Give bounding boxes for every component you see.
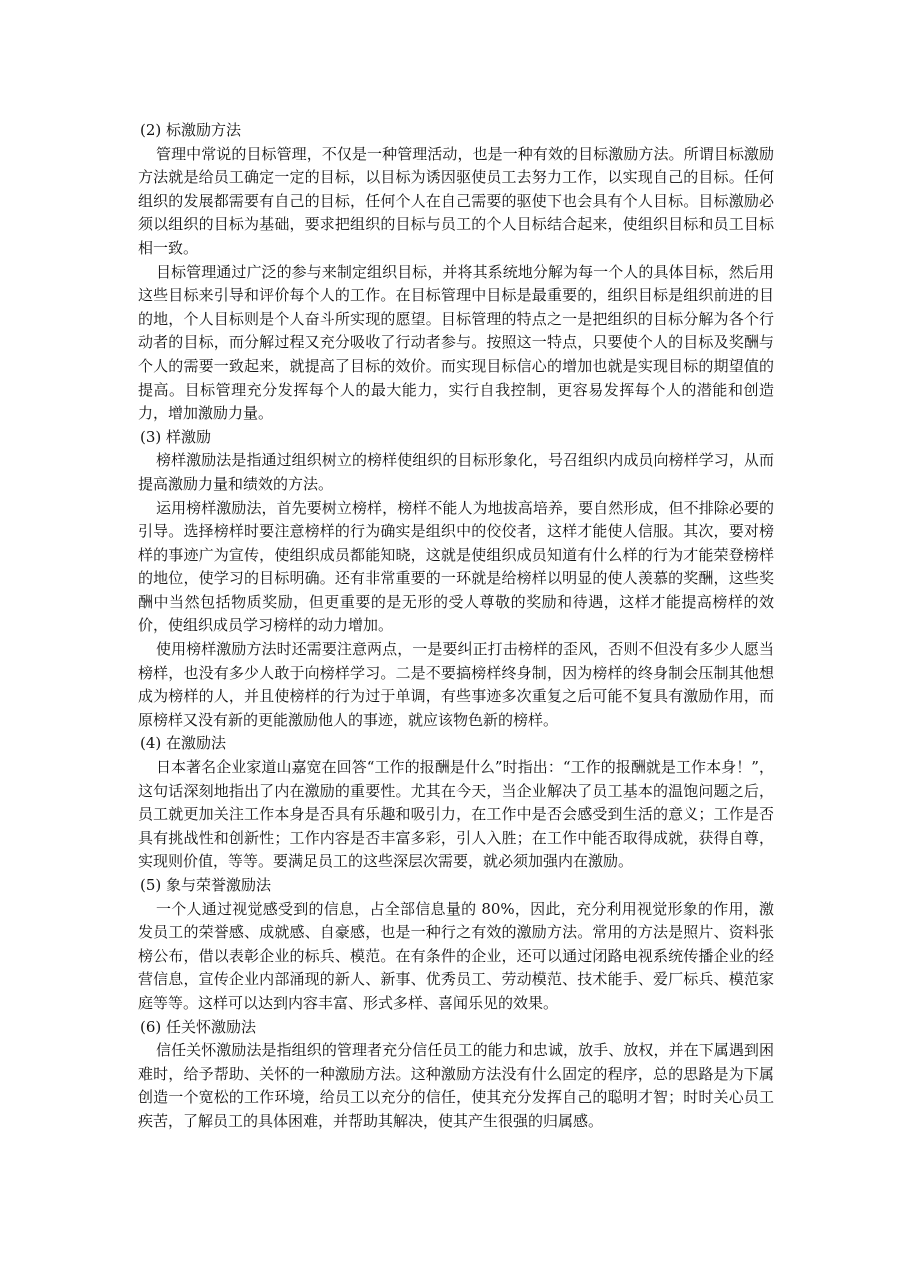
paragraph: 一个人通过视觉感受到的信息，占全部信息量的 80%，因此，充分利用视觉形象的作用，激发员工的荣誉感、成就感、自豪感，也是一种行之有效的激励方法。常用的方法是照片、资料张榜公布，借以表彰企业的标兵、模范。在有条件的企业，还可以通过闭路电视系统传播企业的经营信息，宣传企业内部涌现的新人、新事、优秀员工、劳动模范、技术能手、爱厂标兵、模范家庭等等。这样可以达到内容丰富、形式多样、喜闻乐见的效果。: [138, 899, 774, 1012]
document-body: [138, 119, 774, 1134]
paragraph: 使用榜样激励方法时还需要注意两点，一是要纠正打击榜样的歪风，否则不但没有多少人愿当榜样，也没有多少人敢于向榜样学习。二是不要搞榜样终身制，因为榜样的终身制会压制其他想成为榜样的人，并且使榜样的行为过于单调，有些事迹多次重复之后可能不复具有激励作用，而原榜样又没有新的更能激励他人的事迹，就应该物色新的榜样。: [138, 640, 774, 729]
paragraph: 榜样激励法是指通过组织树立的榜样使组织的目标形象化，号召组织内成员向榜样学习，从而提高激励力量和绩效的方法。: [138, 451, 774, 493]
section-trust-care-incentive: [138, 1016, 774, 1134]
section-heading: (4) 在激励法: [140, 734, 227, 753]
paragraph: 目标管理通过广泛的参与来制定组织目标，并将其系统地分解为每一个人的具体目标，然后用这些目标来引导和评价每个人的工作。在目标管理中目标是最重要的，组织目标是组织前进的目的地，个人目标则是个人奋斗所实现的愿望。目标管理的特点之一是把组织的目标分解为各个行动者的目标，而分解过程又充分吸收了行动者参与。按照这一特点，只要使个人的目标及奖酬与个人的需要一致起来，就提高了目标的效价。而实现目标信心的增加也就是实现目标的期望值的提高。目标管理充分发挥每个人的最大能力，实行自我控制，更容易发挥每个人的潜能和创造力，增加激励力量。: [138, 262, 774, 423]
section-heading: (5) 象与荣誉激励法: [140, 876, 272, 894]
section-target-incentive: [138, 119, 774, 426]
section-image-honor-incentive: [138, 874, 774, 1016]
section-heading: (6) 任关怀激励法: [140, 1017, 257, 1036]
section-heading: (3) 样激励: [140, 427, 212, 446]
paragraph: 信任关怀激励法是指组织的管理者充分信任员工的能力和忠诚，放手、放权，并在下属遇到困难时，给予帮助、关怀的一种激励方法。这种激励方法没有什么固定的程序，总的思路是为下属创造一个宽松的工作环境，给员工以充分的信任，使其充分发挥自己的聪明才智；时时关心员工疾苦，了解员工的具体困难，并帮助其解决，使其产生很强的归属感。: [138, 1041, 774, 1130]
paragraph: 运用榜样激励法，首先要树立榜样，榜样不能人为地拔高培养，要自然形成，但不排除必要的引导。选择榜样时要注意榜样的行为确实是组织中的佼佼者，这样才能使人信服。其次，要对榜样的事迹广为宣传，使组织成员都能知晓，这就是使组织成员知道有什么样的行为才能荣登榜样的地位，使学习的目标明确。还有非常重要的一环就是给榜样以明显的使人羡慕的奖酬，这些奖酬中当然包括物质奖励，但更重要的是无形的受人尊敬的奖励和待遇，这样才能提高榜样的效价，使组织成员学习榜样的动力增加。: [138, 498, 774, 635]
paragraph: 日本著名企业家道山嘉宽在回答“工作的报酬是什么”时指出：“工作的报酬就是工作本身！”，这句话深刻地指出了内在激励的重要性。尤其在今天，当企业解决了员工基本的温饱问题之后，员工就更加关注工作本身是否具有乐趣和吸引力，在工作中是否会感受到生活的意义；工作是否具有挑战性和创新性；工作内容是否丰富多彩，引人入胜；在工作中能否取得成就，获得自尊，实现则价值，等等。要满足员工的这些深层次需要，就必须加强内在激励。: [138, 758, 774, 871]
section-heading: (2) 标激励方法: [140, 121, 242, 139]
section-intrinsic-incentive: [138, 732, 774, 874]
section-role-model-incentive: [138, 426, 774, 733]
paragraph: 管理中常说的目标管理，不仅是一种管理活动，也是一种有效的目标激励方法。所谓目标激励方法就是给员工确定一定的目标，以目标为诱因驱使员工去努力工作，以实现自己的目标。任何组织的发展都需要有自己的目标，任何个人在自己需要的驱使下也会具有个人目标。目标激励必须以组织的目标为基础，要求把组织的目标与员工的个人目标结合起来，使组织目标和员工目标相一致。: [138, 144, 774, 257]
